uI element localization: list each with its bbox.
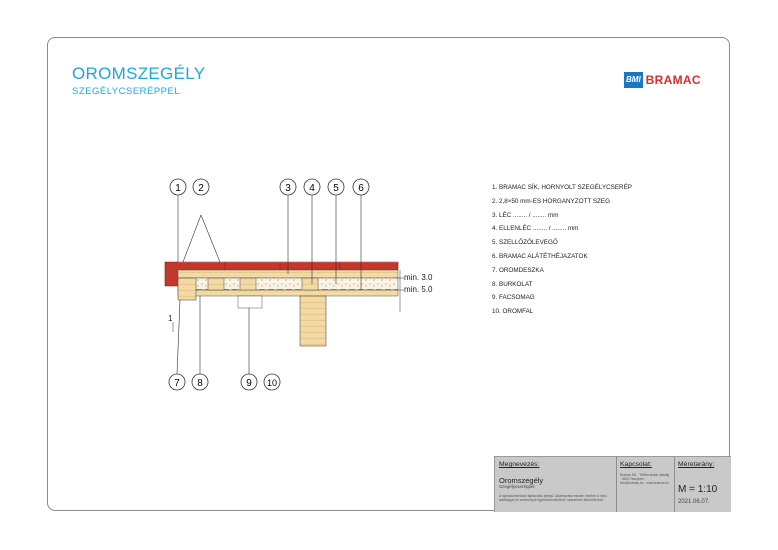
drawing-name: Oromszegély xyxy=(499,476,544,485)
title-block xyxy=(494,456,731,512)
callout-3 xyxy=(280,179,296,274)
name-header: Megnevezés: xyxy=(499,461,540,468)
callout-2 xyxy=(183,179,220,262)
legend-list xyxy=(492,181,632,319)
contact-fine-print: Bramac Kft. · Tetőtechnikai üzletág · 8200 Veszprém · info@bramac.hu · www.bramac.hu xyxy=(620,473,670,485)
legend-item: 1. BRAMAC SÍK, HORNYOLT SZEGÉLYCSERÉP xyxy=(492,184,632,191)
small-dim-label: 1 xyxy=(168,314,173,323)
callout-label-3: 3 xyxy=(285,183,291,194)
callout-label-2: 2 xyxy=(198,183,204,194)
callout-1 xyxy=(170,179,186,262)
callout-label-10: 10 xyxy=(266,378,278,388)
dim-label-1: min. 3.0 xyxy=(404,273,433,282)
legend-item: 3. LÉC ........ / ........ mm xyxy=(492,211,559,219)
name-fine-print: A rajzdokumentáció tájékoztató jellegű. Alkalmazása minden esetben a helyi adottságok és szabványok figyelembevételével, szakember által történhet. xyxy=(499,494,607,502)
callout-9 xyxy=(241,308,257,390)
legend-item: 10. OROMFAL xyxy=(492,308,534,316)
drawing-date: 2021.06.07. xyxy=(678,499,710,505)
callout-label-1: 1 xyxy=(175,183,181,194)
legend-item: 2. 2,8×50 mm-ES HORGANYZOTT SZEG xyxy=(492,197,610,205)
callout-label-7: 7 xyxy=(174,378,180,389)
callout-10 xyxy=(264,374,280,390)
brand-name: BRAMAC xyxy=(645,73,701,87)
callout-label-6: 6 xyxy=(358,183,364,194)
callout-8 xyxy=(192,296,208,390)
legend-item: 8. BURKOLAT xyxy=(492,280,533,288)
callout-label-9: 9 xyxy=(246,378,252,389)
scale-header: Méretarány: xyxy=(678,461,715,468)
legend-item: 6. BRAMAC ALÁTÉTHÉJAZATOK xyxy=(492,252,588,260)
legend-item: 4. ELLENLÉC ........ / ........ mm xyxy=(492,225,579,233)
scale-value: M = 1:10 xyxy=(678,484,718,495)
callout-label-5: 5 xyxy=(333,183,339,194)
callout-label-4: 4 xyxy=(309,183,315,194)
bmi-badge: BMI xyxy=(624,72,643,88)
drawing-name-sub: Szegélycseréppel xyxy=(499,484,535,489)
verge-board xyxy=(178,278,196,300)
dim-label-2: min. 5.0 xyxy=(404,285,433,294)
contact-header: Kapcsolat: xyxy=(620,461,652,468)
legend-item: 5. SZELLŐZŐLEVEGŐ xyxy=(492,239,558,247)
legend-item: 7. OROMDESZKA xyxy=(492,266,544,274)
callout-label-8: 8 xyxy=(197,378,203,389)
gable-wall-beam xyxy=(300,296,326,346)
timber-packing xyxy=(238,296,262,308)
legend-item: 9. FACSOMAG xyxy=(492,294,535,302)
sheathing-board xyxy=(178,290,398,296)
page-subtitle: SZEGÉLYCSERÉPPEL xyxy=(72,86,181,97)
page-title: OROMSZEGÉLY xyxy=(72,64,206,83)
